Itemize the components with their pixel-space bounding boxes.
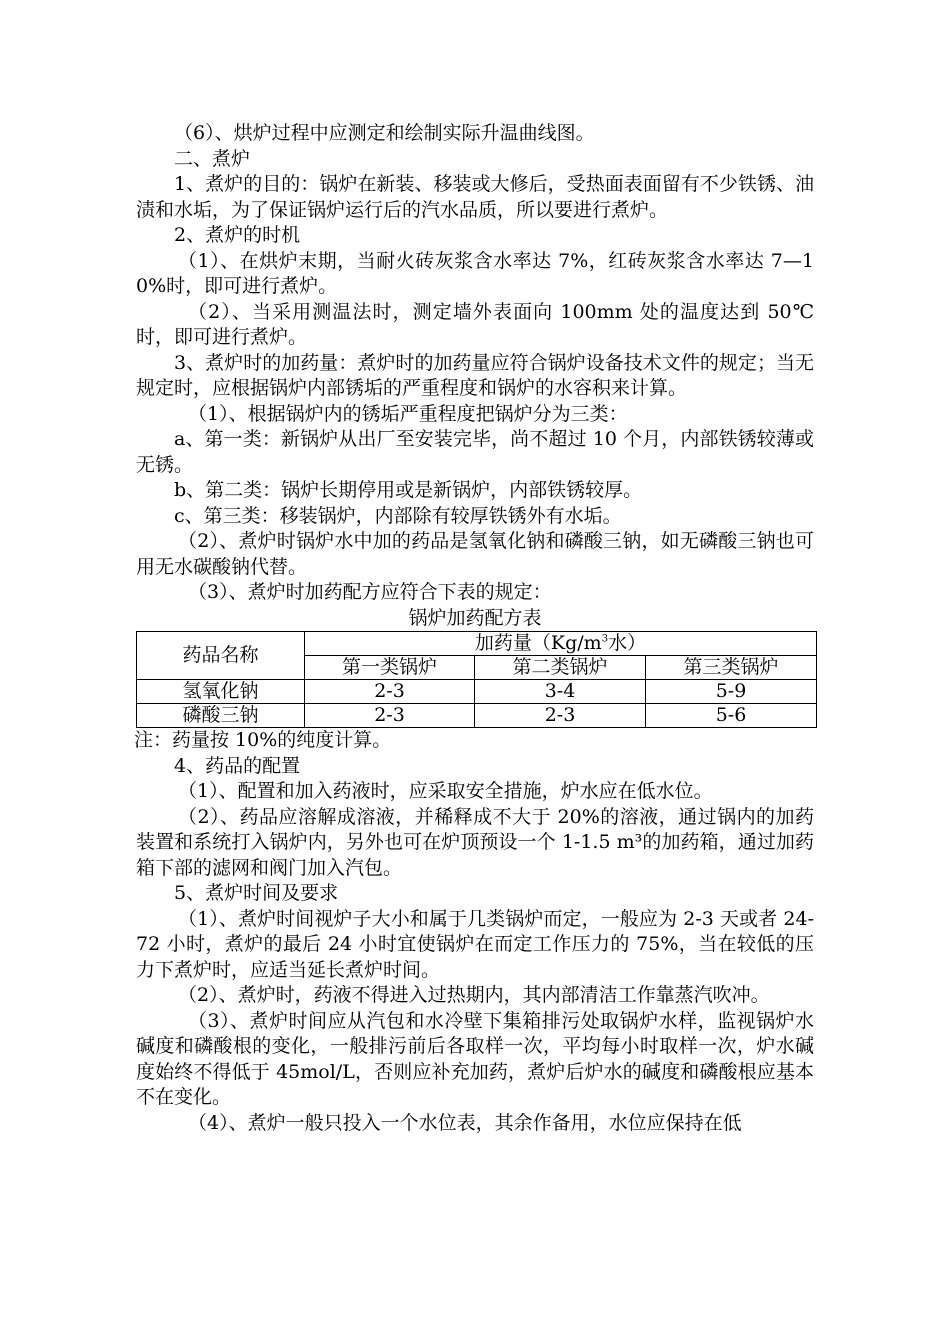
paragraph: （3）、煮炉时加药配方应符合下表的规定： [188,581,552,603]
table-caption: 锅炉加药配方表 [408,606,542,629]
table-note: 注：药量按 10%的纯度计算。 [134,729,392,751]
paragraph: （6）、烘炉过程中应测定和绘制实际升温曲线图。 [174,122,595,144]
dosage-cell: 5-9 [646,680,817,704]
paragraph: a、第一类：新锅炉从出厂至安装完毕，尚不超过 10 个月，内部铁锈较薄或无锈。 [136,428,814,476]
table-row [137,704,817,728]
paragraph: 二、煮炉 [174,147,251,170]
dosage-cell: 2-3 [305,704,475,728]
drug-name-cell: 氢氧化钠 [137,680,305,704]
paragraph: （2）、煮炉时锅炉水中加的药品是氢氧化钠和磷酸三钠，如无磷酸三钠也可用无水碳酸钠代替。 [136,530,814,578]
paragraph: 3、煮炉时的加药量：煮炉时的加药量应符合锅炉设备技术文件的规定；当无规定时，应根据锅炉内部锈垢的严重程度和锅炉的水容积来计算。 [136,351,814,399]
paragraph: （1）、根据锅炉内的锈垢严重程度把锅炉分为三类： [188,402,628,425]
subheader-class-3: 第三类锅炉 [646,656,817,680]
paragraph: （1）、在烘炉末期，当耐火砖灰浆含水率达 7%，红砖灰浆含水率达 7—10%时，即可进行煮炉。 [136,249,814,297]
paragraphs-after [136,754,814,1137]
table-header-row [137,632,817,656]
paragraph: 5、煮炉时间及要求 [174,882,339,904]
dosage-table [136,631,817,728]
dosage-cell: 5-6 [646,704,817,728]
table-row [137,680,817,704]
paragraph: （4）、煮炉一般只投入一个水位表，其余作备用，水位应保持在低 [188,1111,742,1134]
paragraph: 2、煮炉的时机 [174,224,301,246]
body-text [136,121,814,1136]
paragraph: （3）、煮炉时间应从汽包和水冷壁下集箱排污处取锅炉水样，监视锅炉水碱度和磷酸根的变化，一般排污前后各取样一次，平均每小时取样一次，炉水碱度始终不得低于 45mol/L，否则应补充加药，煮炉后炉水的碱度和磷酸根应基本不在变化。 [136,1009,814,1108]
paragraph: （2）、当采用测温法时，测定墙外表面向 100mm 处的温度达到 50℃时，即可进行煮炉。 [136,300,814,348]
dosage-cell: 2-3 [475,704,646,728]
subheader-class-2: 第二类锅炉 [475,656,646,680]
drug-name-header: 药品名称 [137,632,305,680]
dosage-cell: 3-4 [475,680,646,704]
subheader-class-1: 第一类锅炉 [305,656,475,680]
dosage-group-header: 加药量（$Kg/m^3$水） [305,632,817,656]
paragraph: （2）、煮炉时，药液不得进入过热期内，其内部清洁工作靠蒸汽吹冲。 [178,984,770,1006]
paragraph: （1）、配置和加入药液时，应采取安全措施，炉水应在低水位。 [178,780,713,802]
paragraph: c、第三类：移装锅炉，内部除有较厚铁锈外有水垢。 [174,504,622,527]
paragraph: （2）、药品应溶解成溶液，并稀释成不大于 20%的溶液，通过锅内的加药装置和系统打入锅炉内，另外也可在炉顶预设一个 1-1.5 m³的加药箱，通过加药箱下部的滤网和阀门加入汽包。 [136,805,814,879]
paragraph: （1）、煮炉时间视炉子大小和属于几类锅炉而定，一般应为 2-3 天或者 24-72 小时，煮炉的最后 24 小时宜使锅炉在而定工作压力的 75%，当在较低的压力下煮炉时，应适当延长煮炉时间。 [136,907,814,981]
paragraph: 1、煮炉的目的：锅炉在新装、移装或大修后，受热面表面留有不少铁锈、油渍和水垢，为了保证锅炉运行后的汽水品质，所以要进行煮炉。 [136,173,814,221]
dosage-cell: 2-3 [305,680,475,704]
drug-name-cell: 磷酸三钠 [137,704,305,728]
paragraphs-before [136,121,814,606]
paragraph: 4、药品的配置 [174,754,301,777]
paragraph: b、第二类：锅炉长期停用或是新锅炉，内部铁锈较厚。 [174,479,643,501]
